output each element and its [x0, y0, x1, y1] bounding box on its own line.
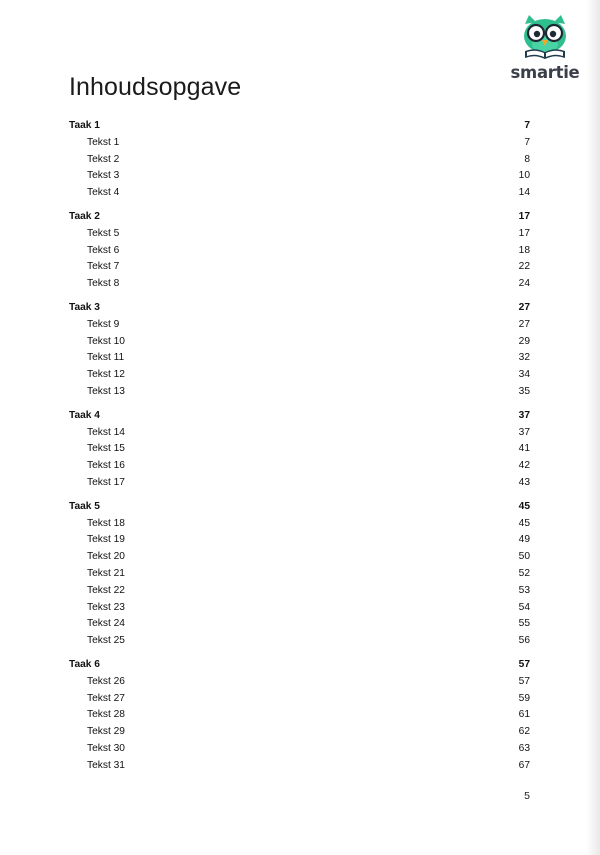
- toc-entry-text[interactable]: [69, 168, 530, 185]
- toc-entry-text[interactable]: [69, 707, 530, 724]
- page-number: 5: [524, 790, 530, 802]
- toc-text-label: Tekst 14: [87, 426, 125, 438]
- toc-text-page: 35: [518, 385, 530, 397]
- logo-text: smartie: [510, 63, 580, 82]
- toc-text-label: Tekst 25: [87, 635, 125, 647]
- toc-text-page: 42: [518, 460, 530, 472]
- toc-text-label: Tekst 28: [87, 709, 125, 721]
- toc-entry-text[interactable]: [69, 633, 530, 650]
- toc-text-label: Tekst 4: [87, 187, 120, 199]
- toc-text-page: 43: [518, 476, 530, 488]
- toc-entry-text[interactable]: [69, 583, 530, 600]
- toc-entry-text[interactable]: [69, 185, 530, 202]
- toc-section: [69, 209, 530, 293]
- toc-entry-text[interactable]: [69, 674, 530, 691]
- toc-text-label: Tekst 13: [87, 385, 125, 397]
- toc-entry-text[interactable]: [69, 334, 530, 351]
- toc-entry-task[interactable]: [69, 118, 530, 135]
- toc-task-page: 45: [518, 500, 530, 512]
- toc-text-page: 67: [518, 759, 530, 771]
- toc-entry-text[interactable]: [69, 458, 530, 475]
- toc-text-label: Tekst 30: [87, 742, 125, 754]
- toc-entry-text[interactable]: [69, 741, 530, 758]
- toc-entry-text[interactable]: [69, 441, 530, 458]
- toc-task-label: Taak 4: [69, 409, 100, 421]
- toc-text-label: Tekst 16: [87, 460, 125, 472]
- toc-entry-text[interactable]: [69, 691, 530, 708]
- toc-section: [69, 118, 530, 202]
- toc-text-page: 24: [518, 278, 530, 290]
- toc-entry-text[interactable]: [69, 758, 530, 775]
- toc-text-page: 22: [518, 261, 530, 273]
- page-title: Inhoudsopgave: [69, 73, 242, 101]
- toc-entry-text[interactable]: [69, 317, 530, 334]
- toc-section: [69, 657, 530, 775]
- toc-text-page: 10: [518, 170, 530, 182]
- toc-entry-text[interactable]: [69, 425, 530, 442]
- toc-task-page: 17: [518, 210, 530, 222]
- toc-text-label: Tekst 18: [87, 517, 125, 529]
- toc-text-page: 61: [518, 709, 530, 721]
- toc-task-page: 27: [518, 301, 530, 313]
- toc-text-label: Tekst 23: [87, 601, 125, 613]
- toc-text-label: Tekst 24: [87, 618, 125, 630]
- toc-text-page: 54: [518, 601, 530, 613]
- toc-entry-text[interactable]: [69, 367, 530, 384]
- toc-entry-task[interactable]: [69, 300, 530, 317]
- toc-text-page: 14: [518, 187, 530, 199]
- page-edge-shadow: [586, 0, 600, 855]
- toc-text-label: Tekst 6: [87, 244, 120, 256]
- toc-text-page: 37: [518, 426, 530, 438]
- toc-entry-text[interactable]: [69, 152, 530, 169]
- toc-text-page: 59: [518, 692, 530, 704]
- toc-task-label: Taak 5: [69, 500, 100, 512]
- toc-text-page: 7: [524, 136, 530, 148]
- toc-text-label: Tekst 20: [87, 551, 125, 563]
- toc-text-label: Tekst 26: [87, 675, 125, 687]
- toc-text-page: 63: [518, 742, 530, 754]
- toc-text-label: Tekst 2: [87, 153, 120, 165]
- toc-task-label: Taak 2: [69, 210, 100, 222]
- toc-entry-text[interactable]: [69, 276, 530, 293]
- toc-text-page: 56: [518, 635, 530, 647]
- toc-text-label: Tekst 3: [87, 170, 120, 182]
- toc-text-label: Tekst 22: [87, 584, 125, 596]
- toc-text-label: Tekst 15: [87, 443, 125, 455]
- toc-task-page: 37: [518, 409, 530, 421]
- smartie-logo: [508, 14, 582, 86]
- toc-entry-text[interactable]: [69, 600, 530, 617]
- toc-text-label: Tekst 7: [87, 261, 120, 273]
- toc-text-page: 62: [518, 726, 530, 738]
- toc-entry-text[interactable]: [69, 532, 530, 549]
- toc-entry-text[interactable]: [69, 566, 530, 583]
- toc-text-page: 50: [518, 551, 530, 563]
- toc-text-page: 57: [518, 675, 530, 687]
- toc-task-label: Taak 6: [69, 658, 100, 670]
- toc-text-page: 52: [518, 567, 530, 579]
- toc-text-label: Tekst 17: [87, 476, 125, 488]
- toc-text-label: Tekst 27: [87, 692, 125, 704]
- toc-text-label: Tekst 12: [87, 369, 125, 381]
- toc-task-label: Taak 1: [69, 120, 100, 131]
- toc-entry-text[interactable]: [69, 135, 530, 152]
- toc-text-page: 18: [518, 244, 530, 256]
- toc-text-page: 32: [518, 352, 530, 364]
- toc-text-page: 29: [518, 335, 530, 347]
- toc-entry-text[interactable]: [69, 350, 530, 367]
- toc-entry-task[interactable]: [69, 408, 530, 425]
- toc-entry-text[interactable]: [69, 724, 530, 741]
- toc-entry-text[interactable]: [69, 226, 530, 243]
- toc-section: [69, 300, 530, 401]
- owl-reading-book-icon: [517, 14, 573, 62]
- toc-entry-text[interactable]: [69, 516, 530, 533]
- toc-entry-text[interactable]: [69, 549, 530, 566]
- toc-text-label: Tekst 8: [87, 278, 120, 290]
- toc-text-page: 53: [518, 584, 530, 596]
- toc-text-label: Tekst 11: [87, 352, 125, 364]
- toc-text-label: Tekst 31: [87, 759, 125, 771]
- toc-entry-text[interactable]: [69, 243, 530, 260]
- toc-text-page: 17: [518, 227, 530, 239]
- toc-text-page: 34: [518, 369, 530, 381]
- toc-text-page: 45: [518, 517, 530, 529]
- toc-entry-text[interactable]: [69, 384, 530, 401]
- toc-entry-task[interactable]: [69, 499, 530, 516]
- toc-text-label: Tekst 5: [87, 227, 120, 239]
- toc-task-label: Taak 3: [69, 301, 100, 313]
- toc-text-page: 8: [524, 153, 530, 165]
- toc-text-label: Tekst 1: [87, 136, 120, 148]
- toc-text-label: Tekst 21: [87, 567, 125, 579]
- toc-text-label: Tekst 29: [87, 726, 125, 738]
- toc-entry-text[interactable]: [69, 259, 530, 276]
- toc-entry-task[interactable]: [69, 209, 530, 226]
- toc-entry-text[interactable]: [69, 616, 530, 633]
- toc-section: [69, 408, 530, 492]
- toc-text-page: 41: [518, 443, 530, 455]
- toc-task-page: 57: [518, 658, 530, 670]
- toc-text-page: 55: [518, 618, 530, 630]
- toc-entry-task[interactable]: [69, 657, 530, 674]
- toc-entry-text[interactable]: [69, 475, 530, 492]
- toc-text-page: 27: [518, 318, 530, 330]
- toc-section: [69, 499, 530, 650]
- toc-task-page: 7: [524, 120, 530, 131]
- toc-text-label: Tekst 19: [87, 534, 125, 546]
- toc-text-label: Tekst 9: [87, 318, 120, 330]
- table-of-contents: [69, 118, 530, 781]
- toc-text-label: Tekst 10: [87, 335, 125, 347]
- toc-text-page: 49: [518, 534, 530, 546]
